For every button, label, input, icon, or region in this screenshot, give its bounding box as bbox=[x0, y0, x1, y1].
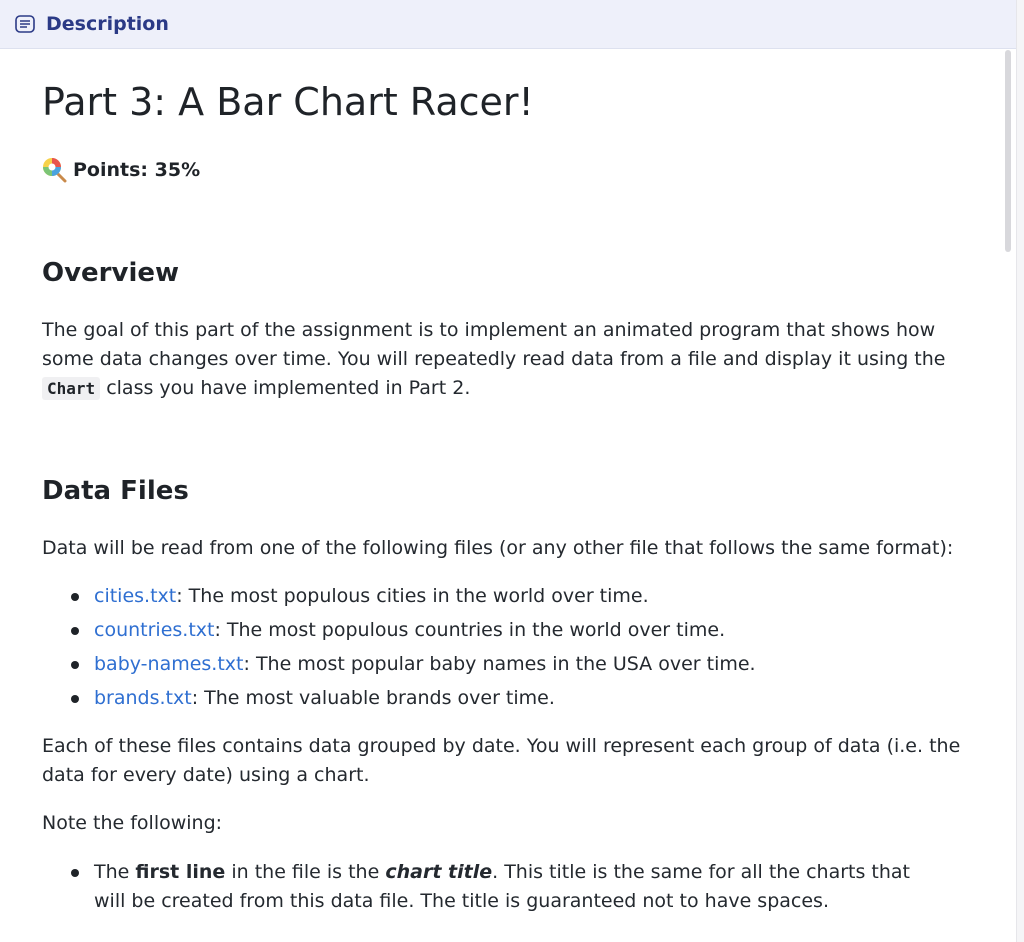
data-files-heading: Data Files bbox=[42, 476, 189, 506]
bullet-icon bbox=[71, 661, 79, 669]
file-description: : The most populous cities in the world over time. bbox=[176, 585, 649, 607]
cities-file-link[interactable]: cities.txt bbox=[94, 585, 177, 607]
scrollbar[interactable] bbox=[1003, 48, 1013, 942]
list-item bbox=[42, 613, 942, 647]
overview-paragraph bbox=[42, 316, 962, 403]
points-line bbox=[42, 157, 200, 183]
note-intro: Note the following: bbox=[42, 812, 223, 834]
bullet-icon bbox=[71, 627, 79, 635]
list-item bbox=[42, 858, 942, 916]
list-item bbox=[42, 681, 942, 715]
data-files-intro: Data will be read from one of the following files (or any other file that follows the same format): bbox=[42, 537, 954, 559]
document-icon bbox=[15, 15, 35, 33]
bullet-icon bbox=[71, 869, 79, 877]
points-label: Points: 35% bbox=[73, 159, 201, 181]
note-text: . This title is the same for all the charts that will be created from this data file. The title is guaranteed not to have spaces. bbox=[94, 861, 910, 912]
page-title: Part 3: A Bar Chart Racer! bbox=[42, 80, 534, 124]
overview-heading: Overview bbox=[42, 258, 180, 288]
overview-text-2: class you have implemented in Part 2. bbox=[100, 377, 471, 399]
panel-edge bbox=[1016, 0, 1024, 942]
bullet-icon bbox=[71, 593, 79, 601]
list-item bbox=[42, 647, 942, 681]
header-title: Description bbox=[46, 13, 169, 35]
note-text: The bbox=[94, 861, 136, 883]
brands-file-link[interactable]: brands.txt bbox=[94, 687, 192, 709]
countries-file-link[interactable]: countries.txt bbox=[94, 619, 215, 641]
scrollbar-thumb[interactable] bbox=[1005, 50, 1011, 252]
list-item bbox=[42, 579, 942, 613]
file-description: : The most populous countries in the world over time. bbox=[214, 619, 726, 641]
notes-list bbox=[42, 858, 942, 916]
lollipop-icon bbox=[42, 157, 68, 183]
note-text: in the file is the bbox=[225, 861, 386, 883]
overview-text-1: The goal of this part of the assignment is to implement an animated program that shows how some data changes over time. You will repeatedly read data from a file and display it using the bbox=[42, 319, 946, 370]
baby-names-file-link[interactable]: baby-names.txt bbox=[94, 653, 244, 675]
file-description: : The most popular baby names in the USA over time. bbox=[243, 653, 756, 675]
bullet-icon bbox=[71, 695, 79, 703]
grouping-paragraph: Each of these files contains data grouped by date. You will represent each group of data (i.e. the data for every date) using a chart. bbox=[42, 735, 961, 786]
chart-class-code: Chart bbox=[42, 377, 100, 400]
description-header[interactable] bbox=[0, 0, 1017, 49]
note-bold-text: first line bbox=[135, 861, 226, 883]
note-bold-italic-text: chart title bbox=[385, 861, 493, 883]
file-description: : The most valuable brands over time. bbox=[191, 687, 555, 709]
data-files-list bbox=[42, 579, 942, 715]
